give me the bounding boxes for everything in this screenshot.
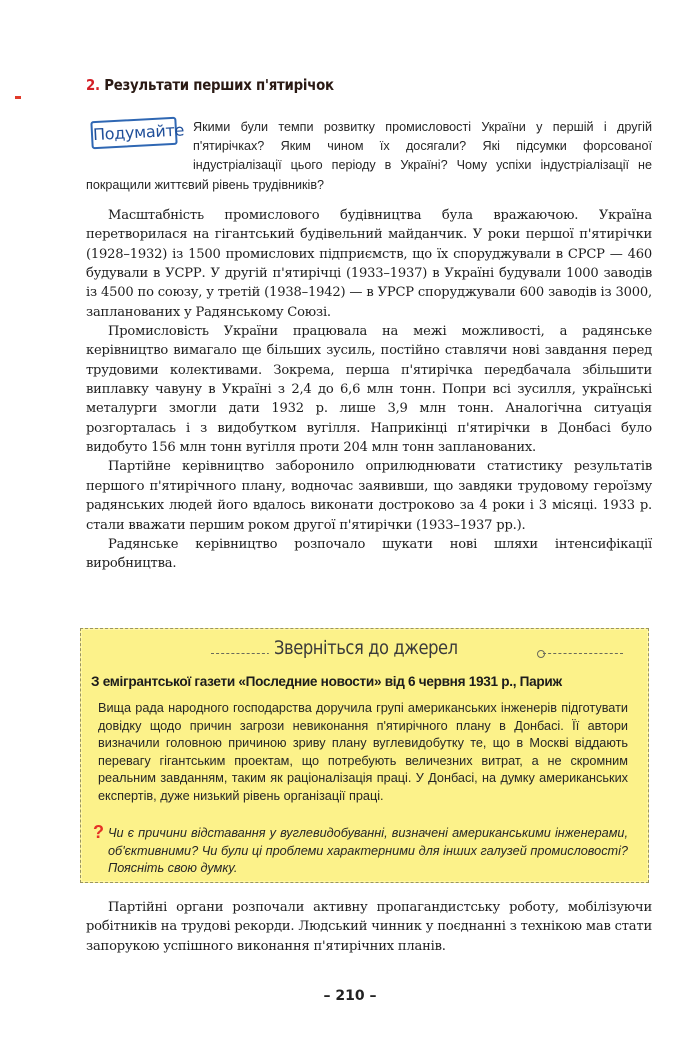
paragraph: Партійні органи розпочали активну пропагандистську роботу, мобілізуючи робітників на трудові рекорди. Людський чинник у поєднанні з технікою мав стати запорукою успішного виконання п'ятирічних планів. <box>86 900 652 954</box>
source-quote: Вища рада народного господарства доручила групі американських інженерів підготувати довідку щодо причин загрози невиконання п'ятирічного плану в Донбасі. Її автори визначили головною причиною зриву плану вуглевидобутку те, що в Москві віддають перевагу гігантським проектам, що потребують величезних витрат, а не скромним реальним завданням, таким як раціоналізація праці. У Донбасі, на думку американських експертів, дуже низький рівень організації праці. <box>98 701 628 803</box>
divider <box>543 653 623 655</box>
paragraph: Промисловість України працювала на межі можливості, а радянське керівництво вимагало ще більших зусиль, постійно ставлячи нові завдання перед трудовими колективами. Зокрема, перша п'ятирічка передбачала збільшити виплавку чавуну в Україні з 2,4 до 6,6 млн тонн. Попри всі зусилля, українські металурги змогли дати 1932 р. лише 3,9 млн тонн. Аналогічна ситуація розгорталась і з видобутком вугілля. Наприкінці п'ятирічки в Донбасі було видобуто 156 млн тонн вугілля проти 204 млн тонн запланованих. <box>86 324 652 456</box>
page-number: – 210 – <box>323 988 377 1004</box>
question-mark-icon: ? <box>93 822 104 842</box>
paragraph: Масштабність промислового будівництва була вражаючою. Україна перетворилася на гігантський будівельний майданчик. У роки першої п'ятирічки (1928–1932) із 1500 промислових підприємств, що їх споруджували в СРСР — 460 будували в УСРР. У другій п'ятирічці (1933–1937) в Україні будували 1000 заводів із 4500 по союзу, у третій (1938–1942) — в УРСР споруджували 600 заводів із 3000, запланованих у Радянському Союзі. <box>86 208 652 320</box>
section-title: Результати перших п'ятирічок <box>104 76 334 94</box>
source-question: Чи є причини відставання у вуглевидобуванні, визначені американськими інженерами, об'єктивними? Чи були ці проблеми характерними для інших галузей промисловості? Поясніть свою думку. <box>108 826 628 876</box>
closing-text <box>86 898 652 956</box>
body-text <box>86 206 652 574</box>
margin-mark <box>15 96 21 99</box>
paragraph: Партійне керівництво заборонило оприлюднювати статистику результатів першого п'ятирічного плану, водночас заявивши, що завдяки трудовому героїзму радянських людей його вдалось виконати достроково за 4 роки і 3 місяці. 1933 р. стали вважати першим роком другої п'ятирічки (1933–1937 рр.). <box>86 459 652 533</box>
source-header <box>81 635 650 669</box>
think-question: Якими були темпи розвитку промисловості України у першій і другій п'ятирічках? Яким чином їх досягали? Які підсумки форсованої індустріалізації цього періоду в Україні? Чому успіхи індустріалізації не покращили життєвий рівень трудівників? <box>86 120 652 192</box>
source-header-title: Зверніться до джерел <box>268 637 462 659</box>
section-number: 2. <box>86 76 100 94</box>
think-question-block <box>86 118 652 195</box>
section-heading <box>86 76 334 94</box>
source-subtitle: З емігрантської газети «Последние новости» від 6 червня 1931 р., Париж <box>91 674 562 689</box>
source-box <box>80 628 649 883</box>
think-badge: Подумайте <box>90 117 177 149</box>
paragraph: Радянське керівництво розпочало шукати нові шляхи інтенсифікації виробництва. <box>86 536 652 572</box>
